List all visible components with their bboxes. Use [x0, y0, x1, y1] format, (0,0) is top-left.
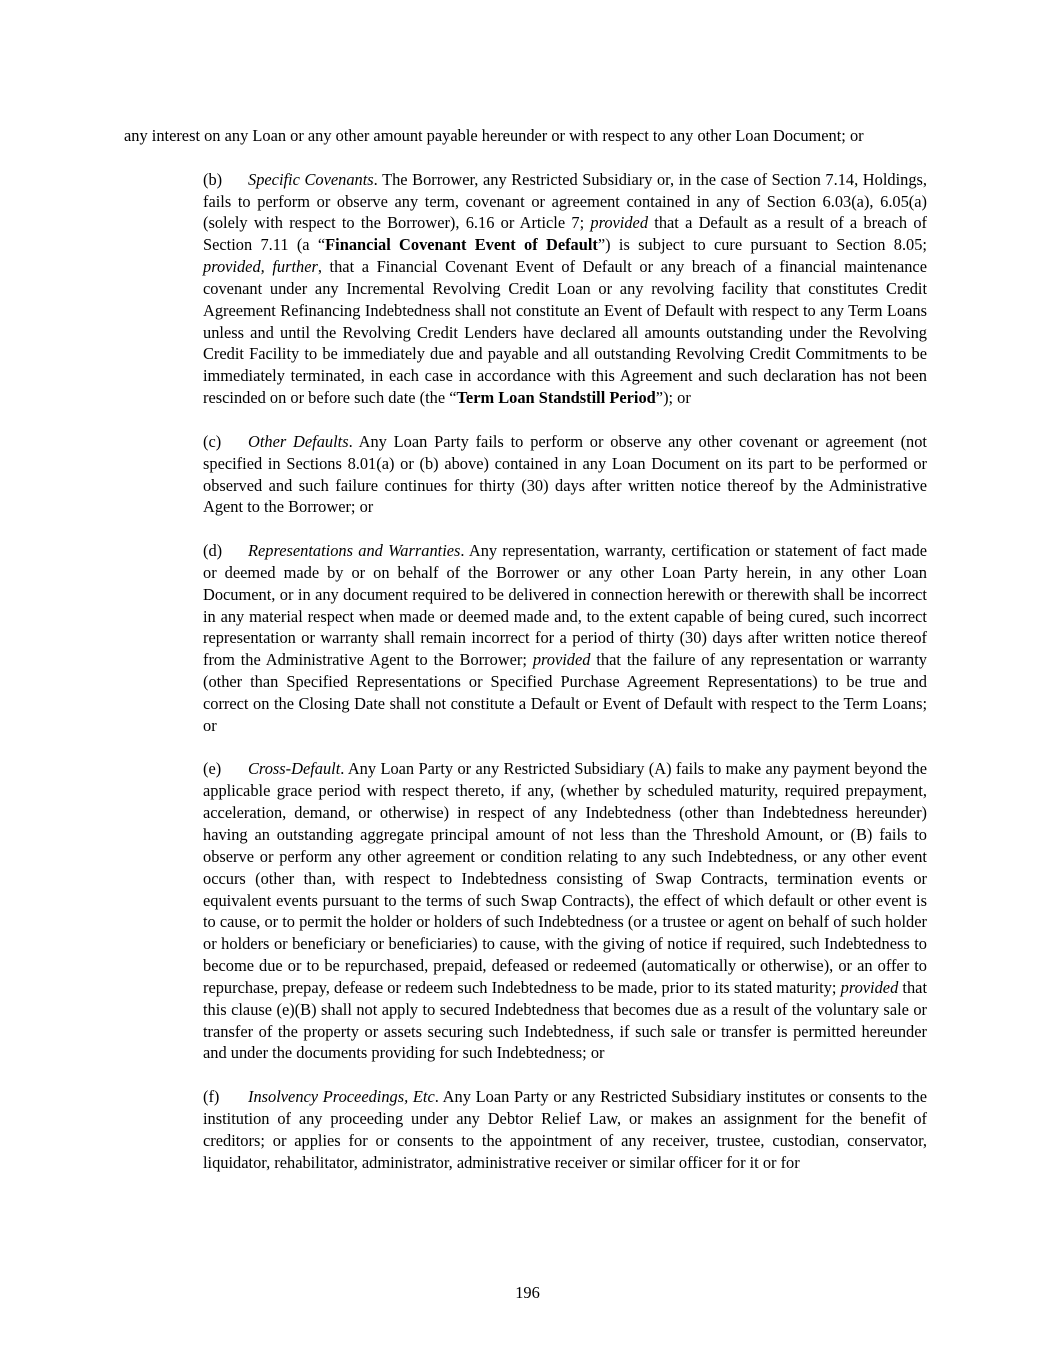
- paragraph-intro: any interest on any Loan or any other amount payable hereunder or with respect to any other Loan Document; or: [124, 126, 864, 145]
- clause-label-c: (c): [203, 431, 222, 451]
- paragraph-f: (f) Insolvency Proceedings, Etc. Any Loan Party or any Restricted Subsidiary institutes or consents to the institution of any proceeding under any Debtor Relief Law, or makes an assignment for the benefit of creditors; or applies for or consents to the appointment of any receiver, trustee, custodian, conservator, liquidator, rehabilitator, administrator, administrative receiver or similar officer for it or for: [203, 1087, 927, 1172]
- clause-label-b: (b): [203, 169, 223, 189]
- clause-label-f: (f): [203, 1087, 220, 1107]
- paragraph-c: (c) Other Defaults. Any Loan Party fails to perform or observe any other covenant or agreement (not specified in Sections 8.01(a) or (b) above) contained in any Loan Document on its part to be performed or observed and such failure continues for thirty (30) days after written notice thereof by the Administrative Agent to the Borrower; or: [203, 431, 927, 517]
- document-page: [124, 125, 927, 1174]
- page-number: 196: [515, 1283, 540, 1302]
- clause-heading-c: Other Defaults: [248, 431, 349, 451]
- paragraph-e: (e) Cross-Default. Any Loan Party or any Restricted Subsidiary (A) fails to make any payment beyond the applicable grace period with respect thereto, if any, (whether by scheduled maturity, required prepayment, acceleration, demand, or otherwise) in respect of any Indebtedness (other than Indebtedness hereunder) having an outstanding aggregate principal amount of not less than the Threshold Amount, or (B) fails to observe or perform any other agreement or condition relating to any such Indebtedness, or any other event occurs (other than, with respect to Indebtedness consisting of Swap Contracts, termination events or equivalent events pursuant to the terms of such Swap Contracts), the effect of which default or other event is to cause, or to permit the holder or holders of such Indebtedness (or a trustee or agent on behalf of such holder or holders or beneficiary or beneficiaries) to cause, with the giving of notice if required, such Indebtedness to become due or to be repurchased, prepaid, defeased or redeemed (automatically or otherwise), or an offer to repurchase, prepay, defease or redeem such Indebtedness to be made, prior to its stated maturity; provided that this clause (e)(B) shall not apply to secured Indebtedness that becomes due as a result of the voluntary sale or transfer of the property or assets securing such Indebtedness, if such sale or transfer is permitted hereunder and under the documents providing for such Indebtedness; or: [203, 759, 927, 1063]
- paragraph-d: (d) Representations and Warranties. Any representation, warranty, certification or statement of fact made or deemed made by or on behalf of the Borrower or any other Loan Party herein, in any other Loan Document, or in any document required to be delivered in connection herewith or therewith shall be incorrect in any material respect when made or deemed made and, to the extent capable of being cured, such incorrect representation or warranty shall remain incorrect for a period of thirty (30) days after written notice thereof from the Administrative Agent to the Borrower; provided that the failure of any representation or warranty (other than Specified Representations or Specified Purchase Agreement Representations) to be true and correct on the Closing Date shall not constitute a Default or Event of Default with respect to the Term Loans; or: [203, 541, 927, 735]
- defined-term-financial-covenant-event-of-default: Financial Covenant Event of Default: [325, 235, 598, 255]
- defined-term-term-loan-standstill-period: Term Loan Standstill Period: [456, 388, 656, 408]
- clause-label-d: (d): [203, 541, 223, 561]
- paragraph-b: (b) Specific Covenants. The Borrower, any Restricted Subsidiary or, in the case of Section 7.14, Holdings, fails to perform or observe any term, covenant or agreement contained in any of Section 6.03(a), 6.05(a) (solely with respect to the Borrower), 6.16 or Article 7; provided that a Default as a result of a breach of Section 7.11 (a “Financial Covenant Event of Default”) is subject to cure pursuant to Section 8.05; provided, further, that a Financial Covenant Event of Default or any breach of a financial maintenance covenant under any Incremental Revolving Credit Loan or any revolving facility that constitutes Credit Agreement Refinancing Indebtedness shall not constitute an Event of Default with respect to any Term Loans unless and until the Revolving Credit Lenders have declared all amounts outstanding under the Revolving Credit Facility to be immediately due and payable and all outstanding Revolving Credit Commitments to be immediately terminated, in each case in accordance with this Agreement and such declaration has not been rescinded on or before such date (the “Term Loan Standstill Period”); or: [203, 169, 928, 408]
- clause-heading-f: Insolvency Proceedings, Etc: [248, 1087, 435, 1107]
- clause-heading-d: Representations and Warranties: [248, 541, 461, 561]
- clause-heading-b: Specific Covenants: [248, 169, 374, 189]
- clause-heading-e: Cross-Default: [248, 759, 341, 779]
- clause-label-e: (e): [203, 759, 222, 779]
